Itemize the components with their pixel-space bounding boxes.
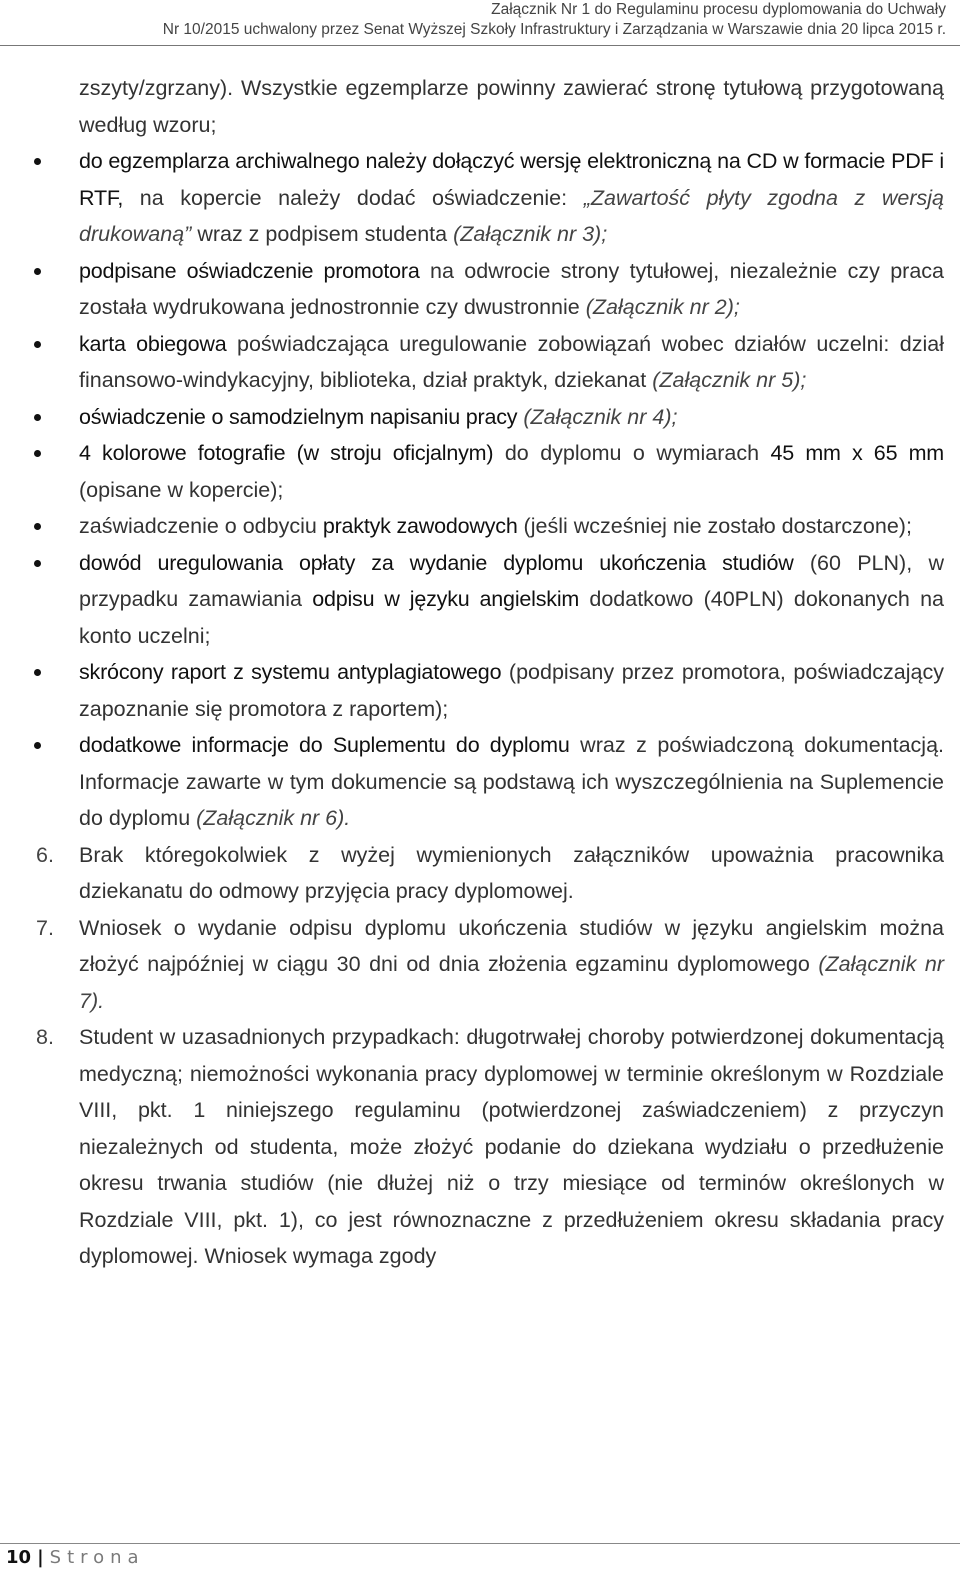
item-text: (opisane w kopercie);: [79, 477, 284, 502]
list-item: [79, 143, 944, 253]
list-item: [79, 326, 944, 399]
item-italic-text: „Zawartość płyty zgodna z wersją drukowaną”: [79, 185, 945, 246]
list-item: [79, 508, 944, 545]
numbered-paragraph-8: [36, 1019, 944, 1275]
item-bold-text: 45 mm x 65 mm: [770, 441, 945, 465]
paragraph-text: Wniosek o wydanie odpisu dyplomu ukończenia studiów w języku angielskim można złożyć najpóźniej w ciągu 30 dni od dnia złożenia egzaminu dyplomowego: [79, 915, 944, 976]
list-item: [79, 654, 944, 727]
header-line-2: Nr 10/2015 uchwalony przez Senat Wyższej Szkoły Infrastruktury i Zarządzania w Warszawie dnia 20 lipca 2015 r.: [162, 21, 946, 38]
numbered-section: [36, 837, 944, 1275]
item-bold-text: karta obiegowa: [79, 331, 227, 356]
item-text: zaświadczenie o odbyciu: [79, 514, 323, 538]
intro-text: zszyty/zgrzany). Wszystkie egzemplarze powinny zawierać stronę tytułową przygotowaną według wzoru;: [79, 76, 944, 137]
intro-paragraph: [79, 70, 944, 143]
page-number: 10: [6, 1547, 32, 1568]
page-footer: [6, 1545, 145, 1571]
page-label: Strona: [49, 1547, 145, 1568]
list-item: [79, 727, 944, 837]
attachment-reference: (Załącznik nr 2);: [585, 295, 740, 319]
attachment-reference: (Załącznik nr 4);: [523, 404, 678, 429]
list-item: [79, 545, 944, 655]
item-bold-text: odpisu w języku angielskim: [312, 587, 580, 611]
paragraph-text: Student w uzasadnionych przypadkach: długotrwałej choroby potwierdzonej dokumentacją medyczną; niemożności wykonania pracy dyplomowej w terminie określonym w Rozdziale VIII, pkt. 1 niniejszego regulaminu (potwierdzonej zaświadczeniem) z przyczyn niezależnych od studenta, może złożyć podanie do dziekana wydziału o przedłużenie okresu trwania studiów (nie dłużej niż o trzy miesiące od terminów określonych w Rozdziale VIII, pkt. 1), co jest równoznaczne z przedłużeniem okresu składania pracy dyplomowej. Wniosek wymaga zgody: [79, 1025, 944, 1268]
item-text: na odwrocie strony tytułowej, niezależnie czy praca została wydrukowana jednostronnie czy dwustronnie: [79, 258, 944, 319]
item-bold-text: 4 kolorowe fotografie (w stroju oficjalnym): [79, 441, 494, 465]
numbered-paragraph-7: [36, 910, 944, 1020]
paragraph-number: 6.: [36, 842, 54, 867]
item-text: wraz z poświadczoną dokumentacją. Informacje zawarte w tym dokumencie są podstawą ich wyszczególnienia na Suplemencie do dyplomu: [79, 733, 944, 830]
item-bold-text: podpisane oświadczenie promotora: [79, 258, 420, 283]
paragraph-number: 8.: [36, 1025, 54, 1049]
header-line-1: Załącznik Nr 1 do Regulaminu procesu dyplomowania do Uchwały: [491, 1, 946, 18]
list-item: [79, 399, 944, 436]
item-bold-text: dowód uregulowania opłaty za wydanie dyplomu ukończenia studiów: [79, 550, 794, 575]
item-text: (jeśli wcześniej nie zostało dostarczone);: [517, 514, 912, 538]
paragraph-text: Brak któregokolwiek z wyżej wymienionych załączników upoważnia pracownika dziekanatu do odmowy przyjęcia pracy dyplomowej.: [79, 842, 944, 903]
item-bold-text: do egzemplarza archiwalnego należy dołączyć wersję elektroniczną na CD w formacie PDF i RTF,: [79, 149, 944, 210]
attachment-reference: (Załącznik nr 5);: [652, 368, 807, 392]
attachments-list: [79, 143, 944, 837]
item-bold-text: praktyk zawodowych: [322, 514, 518, 538]
paragraph-number: 7.: [36, 915, 54, 940]
list-item: [79, 253, 944, 326]
item-text: (60 PLN), w przypadku zamawiania: [79, 550, 944, 611]
item-bold-text: oświadczenie o samodzielnym napisaniu pracy: [79, 404, 518, 429]
attachment-reference: (Załącznik nr 3);: [453, 222, 608, 246]
item-text: do dyplomu o wymiarach: [493, 441, 771, 465]
header-rule: [0, 45, 960, 46]
attachment-reference: (Załącznik nr 6).: [196, 806, 351, 830]
numbered-paragraph-6: [36, 837, 944, 910]
attachment-reference: (Załącznik nr 7).: [79, 952, 944, 1013]
footer-separator: |: [37, 1547, 44, 1568]
item-bold-text: skrócony raport z systemu antyplagiatowego: [79, 660, 502, 684]
page-header: [46, 0, 946, 40]
item-bold-text: dodatkowe informacje do Suplementu do dyplomu: [79, 733, 570, 757]
document-body: [36, 70, 945, 1275]
item-text: dodatkowo (40PLN) dokonanych na konto uczelni;: [79, 587, 944, 648]
item-text: na kopercie należy dodać oświadczenie:: [123, 185, 584, 210]
item-text: poświadczająca uregulowanie zobowiązań wobec działów uczelni: dział finansowo-windykacyjny, biblioteka, dział praktyk, dziekanat: [79, 331, 944, 392]
item-text: (podpisany przez promotora, poświadczający zapoznanie się promotora z raportem);: [79, 660, 944, 721]
item-text: wraz z podpisem studenta: [191, 222, 454, 246]
list-item: [79, 435, 944, 508]
footer-rule: [0, 1543, 960, 1544]
